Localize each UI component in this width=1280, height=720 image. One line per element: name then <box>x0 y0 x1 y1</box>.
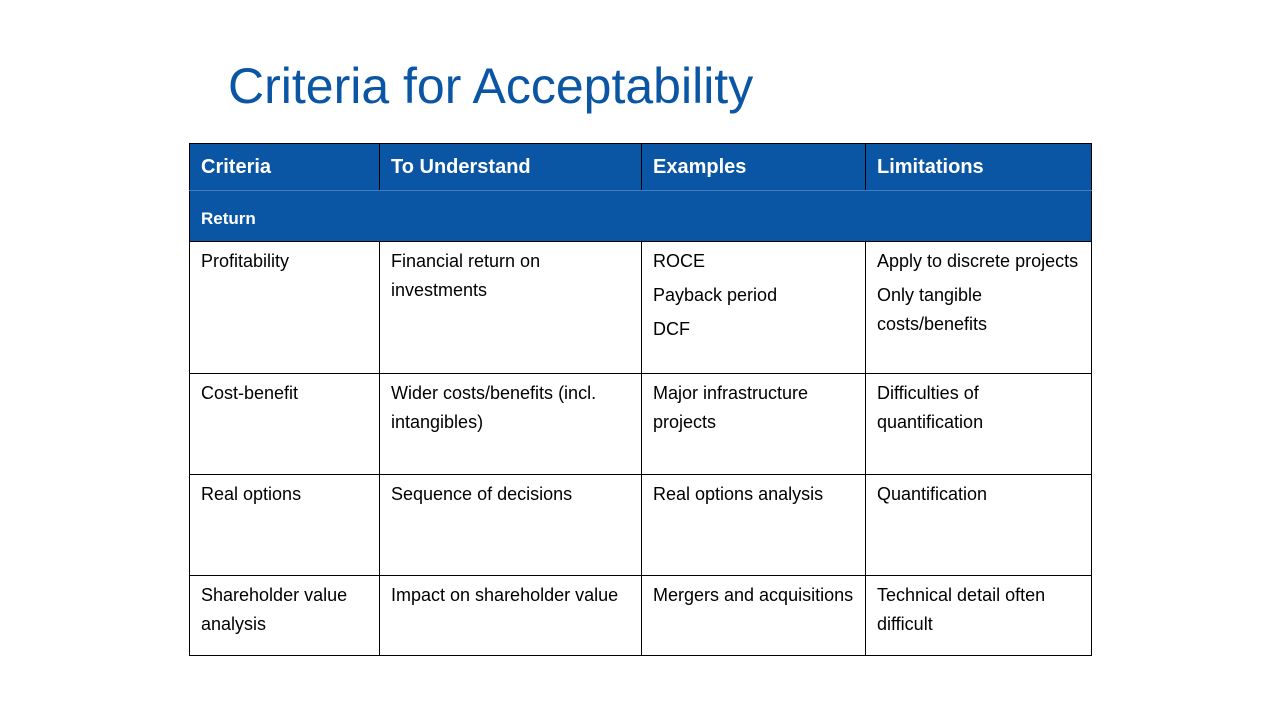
limitation-item: Technical detail often difficult <box>877 585 1046 634</box>
table-header-row <box>190 144 1092 191</box>
cell-understand: Financial return on investments <box>380 242 642 374</box>
cell-criteria: Real options <box>190 475 380 576</box>
example-item: Major infrastructure projects <box>653 383 809 432</box>
table-row <box>190 242 1092 374</box>
cell-examples <box>642 475 866 576</box>
cell-examples <box>642 374 866 475</box>
table-row <box>190 374 1092 475</box>
cell-limitations <box>866 475 1092 576</box>
limitation-item: Only tangible costs/benefits <box>877 285 988 334</box>
header-limitations: Limitations <box>866 144 1092 191</box>
limitation-item: Apply to discrete projects <box>877 251 1079 271</box>
limitation-item: Quantification <box>877 484 988 504</box>
cell-limitations <box>866 242 1092 374</box>
header-criteria: Criteria <box>190 144 380 191</box>
example-item: Mergers and acquisitions <box>653 585 854 605</box>
cell-understand: Sequence of decisions <box>380 475 642 576</box>
cell-examples <box>642 242 866 374</box>
example-item: Payback period <box>653 285 778 305</box>
example-item: ROCE <box>653 251 706 271</box>
cell-criteria: Cost-benefit <box>190 374 380 475</box>
example-item: Real options analysis <box>653 484 824 504</box>
slide-title: Criteria for Acceptability <box>228 58 754 114</box>
header-examples: Examples <box>642 144 866 191</box>
cell-examples <box>642 576 866 656</box>
cell-understand: Impact on shareholder value <box>380 576 642 656</box>
cell-criteria: Shareholder value analysis <box>190 576 380 656</box>
table-row <box>190 475 1092 576</box>
limitation-item: Difficulties of quantification <box>877 383 984 432</box>
table-row <box>190 576 1092 656</box>
cell-criteria: Profitability <box>190 242 380 374</box>
section-row-return <box>190 191 1092 242</box>
header-to-understand: To Understand <box>380 144 642 191</box>
cell-limitations <box>866 576 1092 656</box>
example-item: DCF <box>653 319 690 339</box>
cell-limitations <box>866 374 1092 475</box>
cell-understand: Wider costs/benefits (incl. intangibles) <box>380 374 642 475</box>
section-label: Return <box>190 191 1092 242</box>
criteria-table <box>189 143 1092 656</box>
